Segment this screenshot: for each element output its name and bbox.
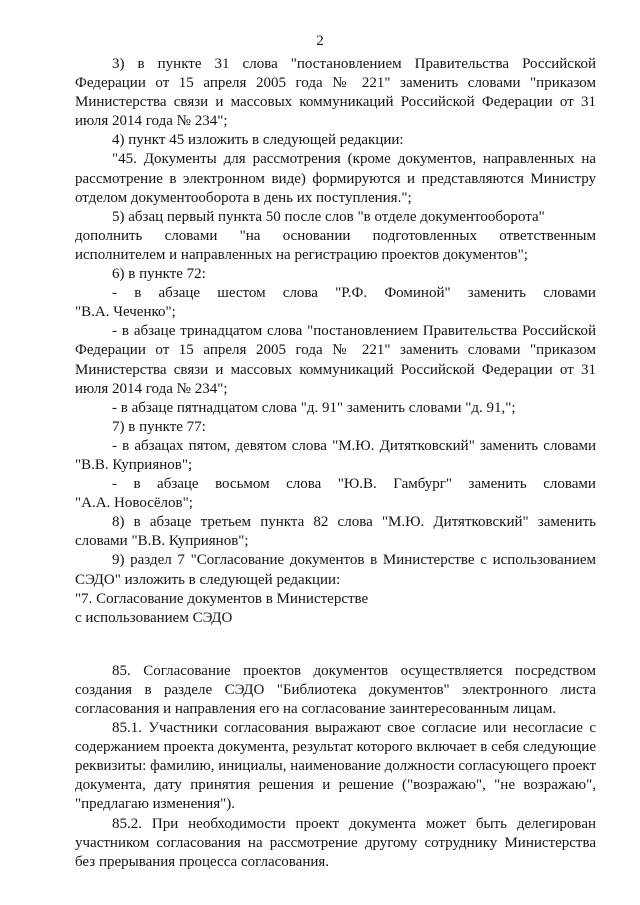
paragraph-item-4: 4) пункт 45 изложить в следующей редакции: (112, 132, 404, 149)
section-title-line2: с использованием СЭДО (75, 609, 233, 626)
paragraph-72-sub2: - в абзаце тринадцатом слова "постановлением Правительства Российской Федерации от 15 апреля 2005 года № 221" заменить словами "приказом Министерства связи и массовых коммуникаций Российской Федерации от 31 июля 2014 года № 234"; (75, 323, 596, 397)
paragraph-item-8: 8) в абзаце третьем пункта 82 слова "М.Ю. Дитятковский" заменить словами "В.В. Куприянов"; (75, 514, 596, 550)
paragraph-72-sub1-line2: "В.А. Чеченко"; (75, 304, 176, 321)
paragraph-72-sub3: - в абзаце пятнадцатом слова "д. 91" заменить словами "д. 91,"; (112, 399, 516, 416)
paragraph-77-sub2-line2: "А.А. Новосёлов"; (75, 495, 193, 512)
paragraph-85-2: 85.2. При необходимости проект документа может быть делегирован участником согласования на рассмотрение другому сотруднику Министерства без прерывания процесса согласования. (75, 815, 596, 870)
page-number: 2 (316, 33, 324, 49)
paragraph-item-5-line3: исполнителем и направленных на регистрацию проектов документов"; (75, 246, 528, 263)
paragraph-item-3: 3) в пункте 31 слова "постановлением Правительства Российской Федерации от 15 апреля 2005 года № 221" заменить словами "приказом Министерства связи и массовых коммуникаций Российской Федерации от 31 июля 2014 года № 234"; (75, 56, 596, 130)
document-body (75, 55, 596, 872)
paragraph-85-1: 85.1. Участники согласования выражают свое согласие или несогласие с содержанием проекта документа, результат которого включает в себя следующие реквизиты: фамилию, инициалы, наименование должности согласующего проект документа, дату принятия решения и решение ("возражаю", "не возражаю", "предлагаю изменения"). (75, 720, 596, 813)
paragraph-72-sub1-line1: - в абзаце шестом слова "Р.Ф. Фоминой" заменить словами (112, 285, 596, 302)
paragraph-point-45: "45. Документы для рассмотрения (кроме документов, направленных на рассмотрение в электронном виде) формируются и представляются Министру отделом документооборота в день их поступления."; (75, 151, 596, 206)
paragraph-item-5-line1: 5) абзац первый пункта 50 после слов "в отделе документооборота" (112, 208, 545, 225)
section-spacer (75, 628, 596, 662)
paragraph-77-sub1: - в абзацах пятом, девятом слова "М.Ю. Дитятковский" заменить словами "В.В. Куприянов"; (75, 437, 596, 473)
paragraph-item-9: 9) раздел 7 "Согласование документов в Министерстве с использованием СЭДО" изложить в следующей редакции: (75, 552, 596, 588)
section-title-line1: "7. Согласование документов в Министерстве (75, 590, 369, 607)
paragraph-item-7: 7) в пункте 77: (112, 418, 206, 435)
paragraph-77-sub2-line1: - в абзаце восьмом слова "Ю.В. Гамбург" заменить словами (112, 476, 596, 493)
paragraph-85: 85. Согласование проектов документов осуществляется посредством создания в разделе СЭДО "Библиотека документов" электронного листа согласования и направления его на согласование заинтересованным лицам. (75, 662, 596, 717)
paragraph-item-6: 6) в пункте 72: (112, 266, 206, 283)
paragraph-item-5-line2: дополнить словами "на основании подготовленных ответственным (75, 227, 596, 244)
